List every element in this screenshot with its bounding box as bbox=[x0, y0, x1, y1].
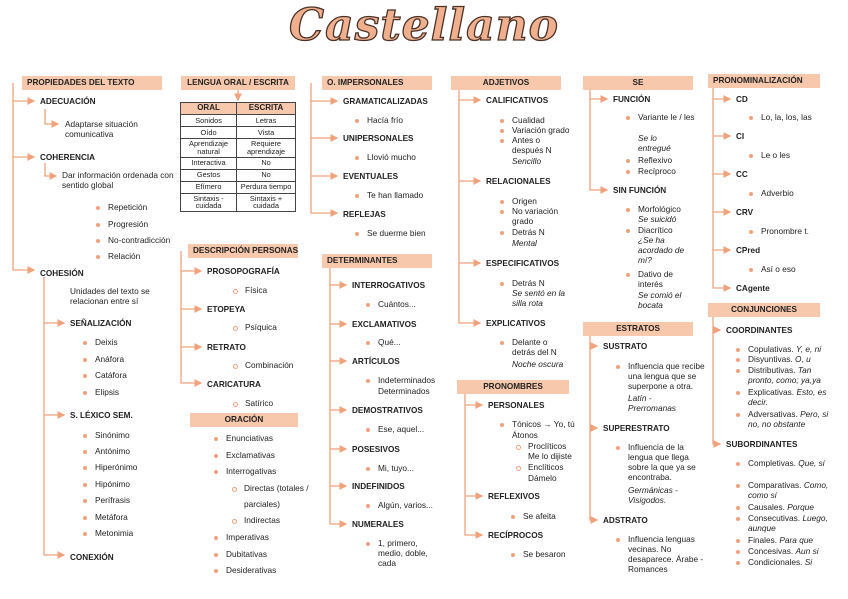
table-cell: Perdura tiempo bbox=[237, 181, 296, 193]
pronom-item: Adverbio bbox=[761, 188, 794, 198]
connector-arrow bbox=[713, 88, 730, 288]
personales-label: PERSONALES bbox=[488, 401, 545, 410]
header-adjetivos: ADJETIVOS bbox=[451, 76, 561, 90]
header-conjunciones: CONJUNCIONES bbox=[708, 303, 820, 317]
coherencia-label: COHERENCIA bbox=[40, 153, 96, 162]
table-row bbox=[181, 127, 296, 139]
determinante-label: EXCLAMATIVOS bbox=[352, 320, 417, 329]
sin-funcion-example: Se suicidó bbox=[638, 214, 677, 224]
senalizacion-item: Elipsis bbox=[95, 387, 119, 397]
subordinantes-item: Concesivas. Aun si bbox=[748, 547, 833, 557]
table-cell: Letras bbox=[237, 115, 296, 127]
lexico-item: Metonimia bbox=[95, 528, 134, 538]
caricatura-item: Satírico bbox=[245, 398, 274, 408]
determinante-item: Ese, aquel... bbox=[378, 424, 425, 434]
table-cell: No bbox=[237, 169, 296, 181]
funcion-item: Variante le / les bbox=[638, 113, 698, 123]
sin-funcion-item: Diacrítico bbox=[638, 225, 673, 235]
table-row bbox=[181, 157, 296, 169]
header-determinantes: DETERMINANTES bbox=[322, 254, 432, 268]
adstrato-label: ADSTRATO bbox=[603, 516, 648, 525]
impersonal-label: GRAMATICALIZADAS bbox=[343, 97, 428, 106]
subordinantes-item: Causales. Porque bbox=[748, 503, 833, 513]
table-cell: Sonidos bbox=[181, 115, 237, 127]
proclíticos-item: Proclíticos bbox=[528, 441, 567, 451]
header-propiedades-texto: PROPIEDADES DEL TEXTO bbox=[22, 76, 162, 90]
prosopografia-item: Física bbox=[245, 285, 268, 295]
coordinantes-item: Explicativas. Esto, es decir. bbox=[748, 388, 833, 408]
pronom-item: Le o les bbox=[761, 150, 791, 160]
adecuacion-label: ADECUACIÓN bbox=[40, 97, 96, 106]
funcion-item: Recíproco bbox=[638, 166, 676, 176]
lexico-item: Hiperónimo bbox=[95, 462, 138, 472]
retrato-item: Combinación bbox=[245, 360, 294, 370]
connector-arrow bbox=[45, 109, 58, 124]
etopeya-item: Psíquica bbox=[245, 322, 277, 332]
table-row bbox=[181, 115, 296, 127]
oracion-item: Interrogativas bbox=[226, 466, 277, 476]
reflexivos-label: REFLEXIVOS bbox=[488, 492, 540, 501]
sustrato-text: Influencia que recibe una lengua que se superpone a otra. bbox=[628, 362, 708, 392]
determinante-label: ARTÍCULOS bbox=[352, 357, 400, 366]
relacionales-item: Origen bbox=[512, 196, 537, 206]
header-se: SE bbox=[583, 76, 693, 90]
coherencia-item: Relación bbox=[108, 251, 141, 261]
coherencia-item: Progresión bbox=[108, 219, 149, 229]
sin-funcion-example: ¿Se ha acordado de mí? bbox=[638, 235, 685, 265]
oral-escrita-table bbox=[180, 102, 296, 212]
cagente-label: CAgente bbox=[736, 284, 770, 293]
table-cell: Interactiva bbox=[181, 157, 237, 169]
table-cell: No bbox=[237, 157, 296, 169]
lexico-item: Metáfora bbox=[95, 512, 128, 522]
etopeya-label: ETOPEYA bbox=[207, 305, 246, 314]
coherencia-text: Dar información ordenada con sentido global bbox=[62, 170, 174, 190]
funcion-label: FUNCIÓN bbox=[613, 95, 651, 104]
lexico-item: Perífrasis bbox=[95, 495, 131, 505]
adstrato-text: Influencia lenguas vecinas. No desaparece. Árabe - Romances bbox=[628, 535, 708, 575]
table-cell: Efímero bbox=[181, 181, 237, 193]
sin-funcion-item: Morfológico bbox=[638, 204, 681, 214]
determinante-label: DEMOSTRATIVOS bbox=[352, 406, 423, 415]
subordinantes-item: Completivas. Que, si bbox=[748, 459, 833, 469]
explicativos-example: Noche oscura bbox=[512, 359, 564, 369]
impersonal-item: Se duerme bien bbox=[367, 228, 426, 238]
pronom-item: Pronombre t. bbox=[761, 226, 809, 236]
reciprocos-label: RECÍPROCOS bbox=[488, 531, 544, 540]
determinante-item: Indeterminados bbox=[378, 375, 436, 385]
pronom-label: CPred bbox=[736, 246, 761, 255]
header-descripcion-personas: DESCRIPCIÓN PERSONAS bbox=[188, 244, 298, 258]
connector-arrow bbox=[465, 394, 482, 535]
explicativos-label: EXPLICATIVOS bbox=[486, 319, 546, 328]
especificativos-item: Detrás N bbox=[512, 278, 545, 288]
table-cell: Vista bbox=[237, 127, 296, 139]
proclíticos-example: Me lo dijiste bbox=[528, 451, 572, 461]
oracion-item: Enunciativas bbox=[226, 433, 274, 443]
connector-arrow bbox=[44, 277, 64, 555]
table-row bbox=[181, 181, 296, 193]
oracion-sub-item-cont: parciales) bbox=[244, 499, 280, 509]
relacionales-item: No variación grado bbox=[512, 207, 572, 227]
connector-arrow bbox=[45, 163, 56, 176]
impersonal-label: UNIPERSONALES bbox=[343, 134, 414, 143]
impersonal-item: Llovió mucho bbox=[367, 152, 416, 162]
reciprocos-item: Se besaron bbox=[523, 549, 566, 559]
determinante-label: NUMERALES bbox=[352, 520, 404, 529]
explicativos-item: Delante o detrás del N bbox=[512, 338, 572, 358]
table-cell: Sintaxis + cuidada bbox=[237, 193, 296, 212]
table-row bbox=[181, 169, 296, 181]
determinante-label: POSESIVOS bbox=[352, 445, 400, 454]
senalizacion-item: Anáfora bbox=[95, 354, 125, 364]
oracion-sub-item: Directas (totales / bbox=[244, 483, 309, 493]
sustrato-example: Latín - Prerromanas bbox=[628, 393, 676, 413]
especificativos-example: Se sentó en la silla rota bbox=[512, 288, 566, 308]
header-lengua-oral-escrita: LENGUA ORAL / ESCRITA bbox=[181, 76, 295, 90]
oracion-item: Exclamativas bbox=[226, 450, 275, 460]
retrato-label: RETRATO bbox=[207, 343, 246, 352]
page-title: Castellano bbox=[289, 0, 559, 51]
coordinantes-item: Distributivas. Tan pronto, como; ya,ya bbox=[748, 366, 833, 386]
impersonal-label: REFLEJAS bbox=[343, 210, 386, 219]
determinante-item: Qué... bbox=[378, 337, 401, 347]
coordinantes-item: Disyuntivas. O, u bbox=[748, 355, 833, 365]
cohesion-label: COHESIÓN bbox=[40, 269, 84, 278]
superestrato-label: SUPERESTRATO bbox=[603, 424, 670, 433]
superestrato-text: Influencia de la lengua que llega sobre la que ya se encontraba. bbox=[628, 443, 708, 483]
senalizacion-item: Catáfora bbox=[95, 370, 127, 380]
calificativos-label: CALIFICATIVOS bbox=[486, 96, 549, 105]
encliticos-example: Dámelo bbox=[528, 473, 557, 483]
header-oracion: ORACIÓN bbox=[190, 413, 298, 427]
reflexivos-item: Se afeita bbox=[523, 511, 556, 521]
personales-item: Tónicos → Yo, tú bbox=[512, 419, 575, 429]
sin-funcion-label: SIN FUNCIÓN bbox=[613, 186, 667, 195]
determinante-label: INTERROGATIVOS bbox=[352, 281, 426, 290]
determinante-item: Cuántos... bbox=[378, 299, 416, 309]
oracion-sub-item: Indirectas bbox=[244, 515, 280, 525]
lexico-semantico-label: S. LÉXICO SEM. bbox=[70, 411, 133, 420]
calificativos-item: Antes o después N bbox=[512, 136, 567, 156]
determinante-item: 1, primero, medio, doble, cada bbox=[378, 539, 438, 569]
pronom-item: Lo, la, los, las bbox=[761, 112, 812, 122]
prosopografia-label: PROSOPOGRAFÍA bbox=[207, 267, 280, 276]
connector-arrow bbox=[590, 90, 607, 190]
determinante-item: Algún, varios... bbox=[378, 500, 433, 510]
especificativos-label: ESPECIFICATIVOS bbox=[486, 259, 560, 268]
connector-arrow bbox=[459, 90, 480, 323]
table-row bbox=[181, 139, 296, 158]
determinante-item: Mi, tuyo... bbox=[378, 463, 414, 473]
subordinantes-item: Finales. Para que bbox=[748, 536, 833, 546]
table-cell: Gestos bbox=[181, 169, 237, 181]
pronom-label: CD bbox=[736, 95, 748, 104]
header-impersonales: O. IMPERSONALES bbox=[322, 76, 432, 90]
personales-item: Átonos bbox=[512, 430, 538, 440]
calificativos-example: Sencillo bbox=[512, 156, 542, 166]
connector-arrow bbox=[311, 83, 337, 213]
sin-funcion-example: Se comió el bocata bbox=[638, 290, 682, 310]
col-header-escrita: ESCRITA bbox=[237, 103, 296, 115]
header-estratos: ESTRATOS bbox=[583, 322, 693, 336]
header-pronombres: PRONOMBRES bbox=[457, 380, 569, 394]
relacionales-label: RELACIONALES bbox=[486, 177, 551, 186]
relacionales-item: Detrás N bbox=[512, 227, 545, 237]
coordinantes-item: Adversativas. Pero, si no, no obstante bbox=[748, 410, 833, 430]
determinante-item: Determinados bbox=[378, 386, 430, 396]
calificativos-item: Cualidad bbox=[512, 115, 545, 125]
coherencia-item: Repetición bbox=[108, 202, 148, 212]
pronom-label: CI bbox=[736, 132, 745, 141]
adecuacion-text: Adaptarse situación comunicativa bbox=[65, 119, 138, 139]
sin-funcion-item: Dativo de interés bbox=[638, 270, 683, 290]
table-cell: Oído bbox=[181, 127, 237, 139]
impersonal-item: Te han llamado bbox=[367, 190, 424, 200]
oracion-item: Imperativas bbox=[226, 532, 269, 542]
senalizacion-item: Deixis bbox=[95, 337, 118, 347]
relacionales-example: Mental bbox=[512, 238, 537, 248]
lexico-item: Antónimo bbox=[95, 446, 131, 456]
table-row bbox=[181, 193, 296, 212]
pronom-item: Así o eso bbox=[761, 264, 796, 274]
funcion-item: Reflexivo bbox=[638, 155, 673, 165]
pronom-label: CC bbox=[736, 170, 748, 179]
table-cell: Aprendizaje natural bbox=[181, 139, 237, 158]
impersonal-item: Hacía frío bbox=[367, 115, 403, 125]
connector-arrow bbox=[713, 317, 720, 444]
cohesion-text: Unidades del texto se relacionan entre sí bbox=[70, 286, 150, 306]
col-header-oral: ORAL bbox=[181, 103, 237, 115]
lexico-item: Sinónimo bbox=[95, 430, 130, 440]
superestrato-example: Germánicas - Visigodos. bbox=[628, 485, 678, 505]
sustrato-label: SUSTRATO bbox=[603, 342, 648, 351]
oracion-item: Desiderativas bbox=[226, 565, 277, 575]
table-cell: Requiere aprendizaje bbox=[237, 139, 296, 158]
table-cell: Sintaxis - cuidada bbox=[181, 193, 237, 212]
determinante-label: INDEFINIDOS bbox=[352, 482, 405, 491]
subordinantes-item: Condicionales. Si bbox=[748, 558, 833, 568]
header-pronominalizacion: PRONOMINALIZACIÓN bbox=[708, 74, 820, 88]
subordinantes-item: Comparativas. Como, como si bbox=[748, 481, 833, 501]
coordinantes-label: COORDINANTES bbox=[726, 326, 793, 335]
connector-arrow bbox=[13, 83, 34, 270]
calificativos-item: Variación grado bbox=[512, 125, 570, 135]
funcion-example: Se lo entregué bbox=[638, 133, 671, 153]
subordinantes-label: SUBORDINANTES bbox=[726, 440, 798, 449]
oracion-item: Dubitativas bbox=[226, 549, 268, 559]
coordinantes-item: Copulativas. Y, e, ni bbox=[748, 345, 833, 355]
subordinantes-item: Consecutivas. Luego, aunque bbox=[748, 514, 833, 534]
senalizacion-label: SEÑALIZACIÓN bbox=[70, 319, 132, 328]
pronom-label: CRV bbox=[736, 208, 754, 217]
impersonal-label: EVENTUALES bbox=[343, 172, 399, 181]
coherencia-item: No-contradicción bbox=[108, 235, 171, 245]
encliticos-item: Enclíticos bbox=[528, 462, 564, 472]
conexion-label: CONEXIÓN bbox=[70, 553, 114, 562]
caricatura-label: CARICATURA bbox=[207, 380, 261, 389]
lexico-item: Hipónimo bbox=[95, 479, 131, 489]
